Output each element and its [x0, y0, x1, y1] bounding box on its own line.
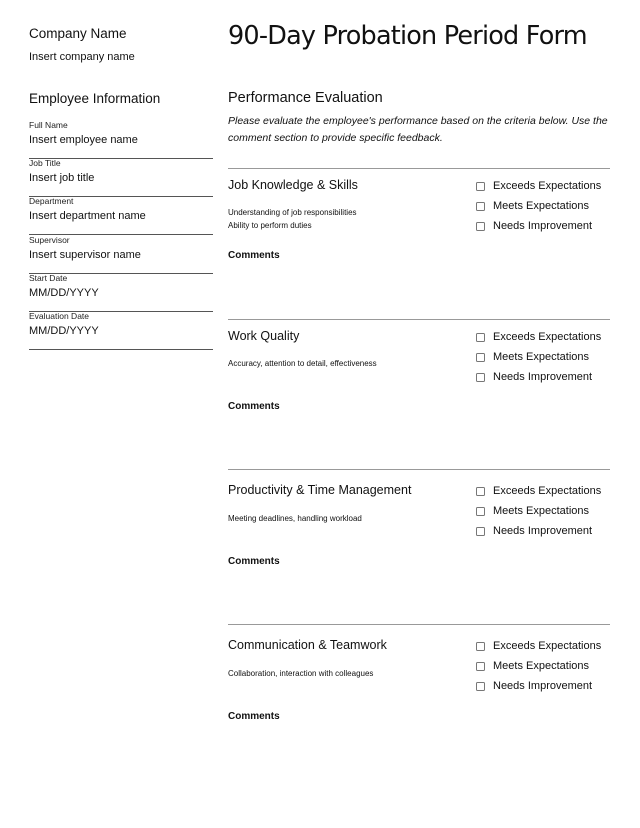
rating-options — [476, 636, 601, 696]
description-line: Understanding of job responsibilities — [228, 208, 357, 217]
section-job-knowledge — [228, 168, 610, 319]
section-title: Job Knowledge & Skills — [228, 178, 358, 192]
option-label: Exceeds Expectations — [493, 485, 602, 497]
field-label: Start Date — [29, 273, 68, 283]
field-value[interactable]: Insert job title — [29, 172, 95, 184]
performance-instructions: Please evaluate the employee's performance based on the criteria below. Use the comment section to provide specific feedback. — [228, 115, 608, 144]
checkbox-icon[interactable] — [476, 642, 485, 651]
field-value[interactable]: MM/DD/YYYY — [29, 325, 99, 337]
start-date-field[interactable] — [29, 273, 213, 312]
checkbox-icon[interactable] — [476, 682, 485, 691]
section-description — [228, 667, 373, 680]
description-line: Ability to perform duties — [228, 221, 312, 230]
supervisor-field[interactable] — [29, 235, 213, 274]
description-line: Collaboration, interaction with colleagues — [228, 669, 374, 678]
section-communication — [228, 624, 610, 775]
employee-info-heading: Employee Information — [29, 91, 161, 106]
checkbox-icon[interactable] — [476, 222, 485, 231]
option-label: Meets Expectations — [493, 660, 589, 672]
checkbox-icon[interactable] — [476, 202, 485, 211]
rating-option[interactable] — [476, 636, 601, 656]
description-line: Accuracy, attention to detail, effectiveness — [228, 359, 377, 368]
option-label: Meets Expectations — [493, 505, 589, 517]
rating-option[interactable] — [476, 481, 601, 501]
rating-option[interactable] — [476, 176, 601, 196]
comments-label: Comments — [228, 556, 280, 567]
checkbox-icon[interactable] — [476, 373, 485, 382]
rating-options — [476, 481, 601, 541]
rating-option[interactable] — [476, 327, 601, 347]
section-description — [228, 512, 362, 525]
field-label: Full Name — [29, 120, 68, 130]
field-label: Evaluation Date — [29, 311, 90, 321]
field-label: Job Title — [29, 158, 61, 168]
section-title: Work Quality — [228, 329, 300, 343]
department-field[interactable] — [29, 196, 213, 235]
checkbox-icon[interactable] — [476, 353, 485, 362]
section-work-quality — [228, 319, 610, 470]
checkbox-icon[interactable] — [476, 333, 485, 342]
comments-label: Comments — [228, 401, 280, 412]
company-name-heading: Company Name — [29, 26, 127, 41]
field-value[interactable]: MM/DD/YYYY — [29, 287, 99, 299]
option-label: Needs Improvement — [493, 680, 593, 692]
comments-label: Comments — [228, 250, 280, 261]
field-value[interactable]: Insert employee name — [29, 134, 138, 146]
rating-option[interactable] — [476, 347, 601, 367]
comments-label: Comments — [228, 711, 280, 722]
checkbox-icon[interactable] — [476, 527, 485, 536]
description-line: Meeting deadlines, handling workload — [228, 514, 362, 523]
option-label: Meets Expectations — [493, 200, 589, 212]
field-value[interactable]: Insert supervisor name — [29, 249, 141, 261]
checkbox-icon[interactable] — [476, 662, 485, 671]
section-productivity — [228, 469, 610, 620]
rating-option[interactable] — [476, 676, 601, 696]
full-name-field[interactable] — [29, 120, 213, 159]
rating-option[interactable] — [476, 196, 601, 216]
field-label: Supervisor — [29, 235, 70, 245]
section-title: Communication & Teamwork — [228, 638, 387, 652]
performance-heading: Performance Evaluation — [228, 90, 383, 106]
checkbox-icon[interactable] — [476, 507, 485, 516]
rating-option[interactable] — [476, 367, 601, 387]
rating-options — [476, 327, 601, 387]
rating-options — [476, 176, 601, 236]
page-title: 90-Day Probation Period Form — [228, 21, 587, 51]
rating-option[interactable] — [476, 501, 601, 521]
job-title-field[interactable] — [29, 158, 213, 197]
rating-option[interactable] — [476, 216, 601, 236]
field-label: Department — [29, 196, 74, 206]
field-value[interactable]: Insert department name — [29, 210, 146, 222]
option-label: Meets Expectations — [493, 351, 589, 363]
option-label: Exceeds Expectations — [493, 640, 602, 652]
option-label: Needs Improvement — [493, 220, 593, 232]
option-label: Exceeds Expectations — [493, 331, 602, 343]
checkbox-icon[interactable] — [476, 182, 485, 191]
section-description — [228, 206, 357, 232]
rating-option[interactable] — [476, 656, 601, 676]
company-name-field[interactable]: Insert company name — [29, 51, 135, 63]
option-label: Needs Improvement — [493, 371, 593, 383]
evaluation-date-field[interactable] — [29, 311, 213, 350]
section-description — [228, 357, 377, 370]
rating-option[interactable] — [476, 521, 601, 541]
section-title: Productivity & Time Management — [228, 483, 412, 497]
option-label: Needs Improvement — [493, 525, 593, 537]
checkbox-icon[interactable] — [476, 487, 485, 496]
option-label: Exceeds Expectations — [493, 180, 602, 192]
